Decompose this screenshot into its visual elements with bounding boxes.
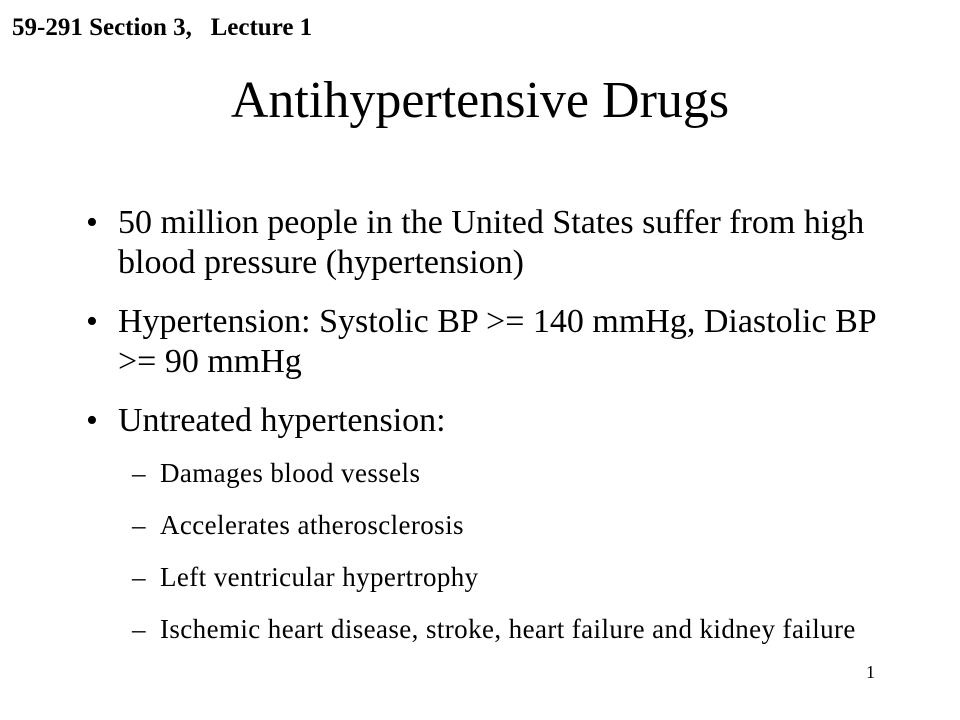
bullet-item xyxy=(86,302,906,382)
slide-title: Antihypertensive Drugs xyxy=(230,72,730,129)
sub-bullet-marker: – xyxy=(132,458,146,488)
sub-bullet-text: Accelerates atherosclerosis xyxy=(160,510,464,540)
sub-bullet-marker: – xyxy=(132,510,146,540)
sub-bullet-text: Left ventricular hypertrophy xyxy=(160,562,479,592)
sub-bullet-item xyxy=(132,561,892,593)
page-number: 1 xyxy=(866,662,875,682)
sub-bullet-item xyxy=(132,509,892,541)
lecture-header: 59-291 Section 3, Lecture 1 xyxy=(12,14,313,41)
sub-bullet-marker: – xyxy=(132,562,146,592)
sub-bullet-item xyxy=(132,613,892,645)
bullet-text: 50 million people in the United States suffer from high blood pressure (hypertension) xyxy=(118,204,865,281)
sub-bullet-list xyxy=(132,457,892,665)
bullet-text: Untreated hypertension: xyxy=(118,402,446,439)
bullet-marker: • xyxy=(86,303,98,340)
sub-bullet-text: Ischemic heart disease, stroke, heart failure and kidney failure xyxy=(160,614,856,644)
bullet-list xyxy=(86,203,906,460)
sub-bullet-item xyxy=(132,457,892,489)
bullet-text: Hypertension: Systolic BP >= 140 mmHg, Diastolic BP >= 90 mmHg xyxy=(118,303,876,380)
sub-bullet-text: Damages blood vessels xyxy=(160,458,421,488)
bullet-item xyxy=(86,203,906,283)
sub-bullet-marker: – xyxy=(132,614,146,644)
bullet-item xyxy=(86,401,906,441)
bullet-marker: • xyxy=(86,402,98,439)
bullet-marker: • xyxy=(86,204,98,241)
